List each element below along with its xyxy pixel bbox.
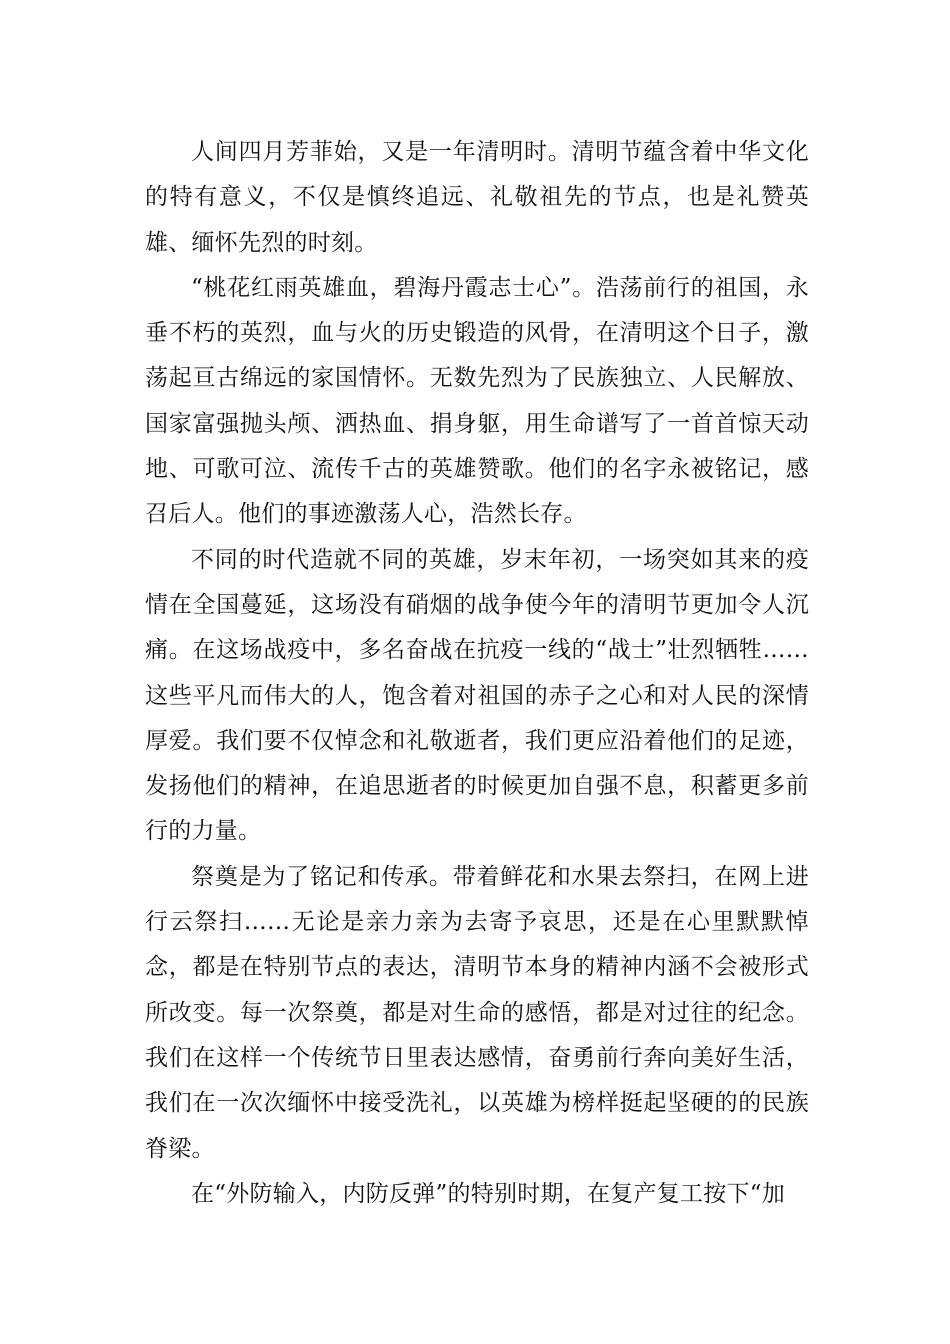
document-body (145, 130, 809, 1217)
paragraph-5: 在“外防输入，内防反弹”的特别时期，在复产复工按下“加 (191, 1180, 786, 1207)
paragraph-2: “桃花红雨英雄血，碧海丹霞志士心”。浩荡前行的祖国，永垂不朽的英烈，血与火的历史锻造的风骨，在清明这个日子，激荡起亘古绵远的家国情怀。无数先烈为了民族独立、人民解放、国家富强抛头颅、洒热血、捐身躯，用生命谱写了一首首惊天动地、可歌可泣、流传千古的英雄赞歌。他们的名字永被铭记，感召后人。他们的事迹激荡人心，浩然长存。 (145, 274, 809, 528)
paragraph-4: 祭奠是为了铭记和传承。带着鲜花和水果去祭扫，在网上进行云祭扫……无论是亲力亲为去寄予哀思，还是在心里默默悼念，都是在特别节点的表达，清明节本身的精神内涵不会被形式所改变。每一次祭奠，都是对生命的感悟，都是对过往的纪念。我们在这样一个传统节日里表达感情，奋勇前行奔向美好生活，我们在一次次缅怀中接受洗礼，以英雄为榜样挺起坚硬的的民族脊梁。 (145, 863, 809, 1162)
paragraph-3: 不同的时代造就不同的英雄，岁末年初，一场突如其来的疫情在全国蔓延，这场没有硝烟的战争使今年的清明节更加令人沉痛。在这场战疫中，多名奋战在抗疫一线的“战士”壮烈牺牲……这些平凡而伟大的人，饱含着对祖国的赤子之心和对人民的深情厚爱。我们要不仅悼念和礼敬逝者，我们更应沿着他们的足迹，发扬他们的精神，在追思逝者的时候更加自强不息，积蓄更多前行的力量。 (145, 546, 809, 845)
paragraph-1: 人间四月芳菲始，又是一年清明时。清明节蕴含着中华文化的特有意义，不仅是慎终追远、礼敬祖先的节点，也是礼赞英雄、缅怀先烈的时刻。 (145, 139, 809, 256)
